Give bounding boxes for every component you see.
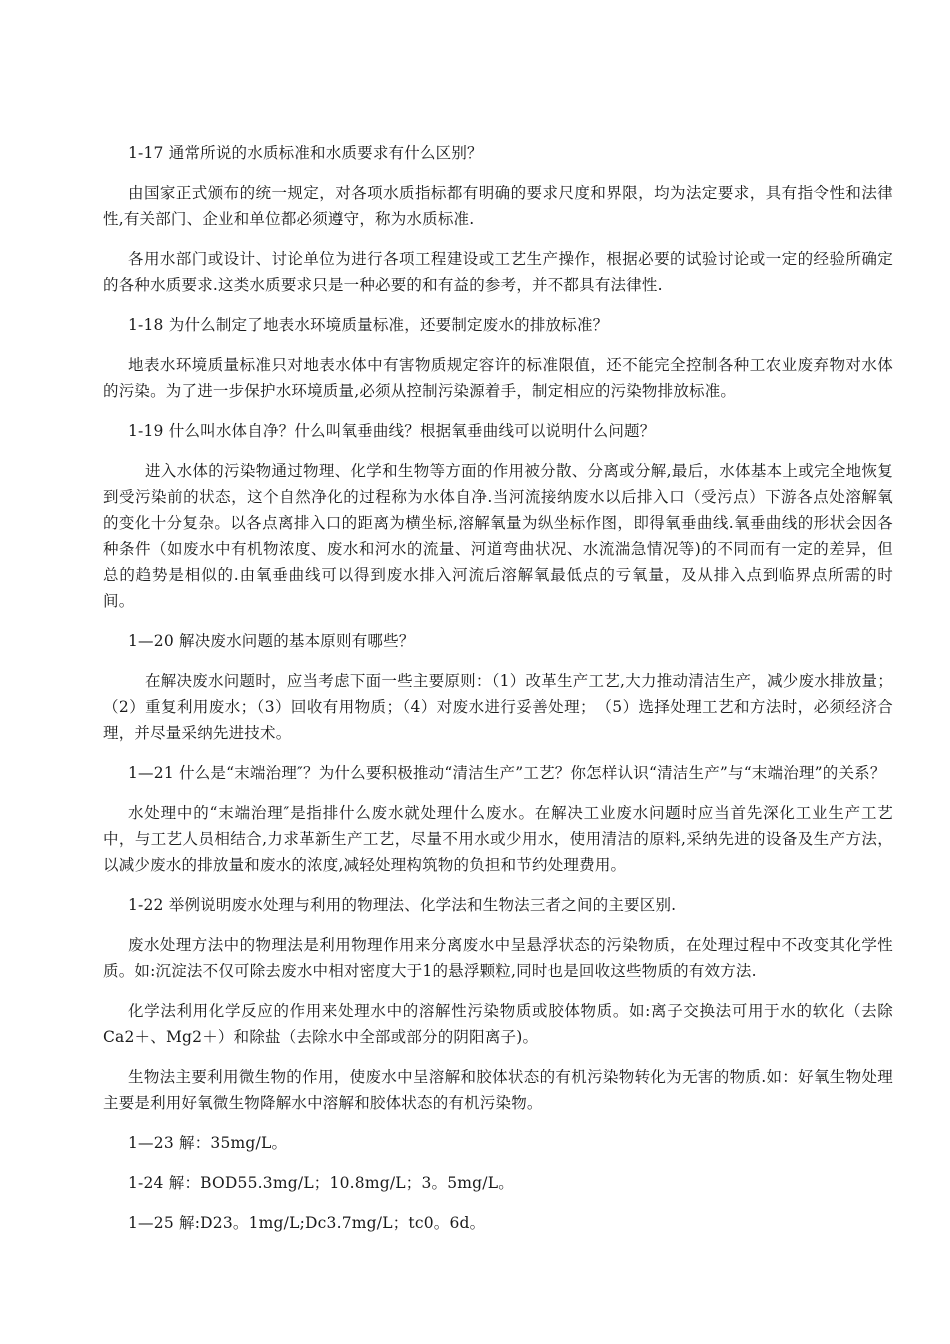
answer-paragraph: 水处理中的“末端治理″是指排什么废水就处理什么废水。在解决工业废水问题时应当首先深化工业生产工艺中，与工艺人员相结合,力求革新生产工艺，尽量不用水或少用水，使用清洁的原料,采纳先进的设备及生产方法，以减少废水的排放量和废水的浓度,减轻处理构筑物的负担和节约处理费用。 [103, 804, 893, 874]
answer-paragraph: 生物法主要利用微生物的作用，使废水中呈溶解和胶体状态的有机污染物转化为无害的物质.如：好氧生物处理主要是利用好氧微生物降解水中溶解和胶体状态的有机污染物。 [103, 1068, 893, 1112]
answer-paragraph: 各用水部门或设计、讨论单位为进行各项工程建设或工艺生产操作，根据必要的试验讨论或一定的经验所确定的各种水质要求.这类水质要求只是一种必要的和有益的参考，并不都具有法律性. [103, 250, 893, 294]
question-1-21: 1—21 什么是“末端治理″？为什么要积极推动“清洁生产”工艺？你怎样认识“清洁生产”与“末端治理”的关系？ [128, 764, 886, 782]
question-1-19: 1-19 什么叫水体自净？什么叫氧垂曲线？根据氧垂曲线可以说明什么问题？ [128, 422, 656, 440]
answer-1-23: 1—23 解：35mg/L。 [128, 1134, 288, 1152]
answer-paragraph: 化学法利用化学反应的作用来处理水中的溶解性污染物质或胶体物质。如:离子交换法可用于水的软化（去除Ca2＋、Mg2＋）和除盐（去除水中全部或部分的阴阳离子)。 [103, 1002, 893, 1046]
document-body [103, 140, 893, 1250]
question-1-17: 1-17 通常所说的水质标准和水质要求有什么区别？ [128, 144, 483, 162]
answer-paragraph: 废水处理方法中的物理法是利用物理作用来分离废水中呈悬浮状态的污染物质，在处理过程中不改变其化学性质。如:沉淀法不仅可除去废水中相对密度大于1的悬浮颗粒,同时也是回收这些物质的有效方法. [103, 936, 893, 980]
answer-1-24: 1-24 解：BOD55.3mg/L；10.8mg/L；3。5mg/L。 [128, 1174, 514, 1192]
answer-paragraph: 地表水环境质量标准只对地表水体中有害物质规定容许的标准限值，还不能完全控制各种工农业废弃物对水体的污染。为了进一步保护水环境质量,必须从控制污染源着手，制定相应的污染物排放标准。 [103, 356, 893, 400]
question-1-22: 1-22 举例说明废水处理与利用的物理法、化学法和生物法三者之间的主要区别. [128, 896, 677, 914]
answer-1-25: 1—25 解:D23。1mg/L;Dc3.7mg/L；tc0。6d。 [128, 1214, 486, 1232]
answer-paragraph: 进入水体的污染物通过物理、化学和生物等方面的作用被分散、分离或分解,最后，水体基本上或完全地恢复到受污染前的状态，这个自然净化的过程称为水体自净.当河流接纳废水以后排入口（受污点）下游各点处溶解氧的变化十分复杂。以各点离排入口的距离为横坐标,溶解氧量为纵坐标作图，即得氧垂曲线.氧垂曲线的形状会因各种条件（如废水中有机物浓度、废水和河水的流量、河道弯曲状况、水流湍急情况等)的不同而有一定的差异，但总的趋势是相似的.由氧垂曲线可以得到废水排入河流后溶解氧最低点的亏氧量，及从排入点到临界点所需的时间。 [103, 462, 893, 610]
question-1-18: 1-18 为什么制定了地表水环境质量标准，还要制定废水的排放标准？ [128, 316, 609, 334]
question-1-20: 1—20 解决废水问题的基本原则有哪些？ [128, 632, 415, 650]
answer-paragraph: 由国家正式颁布的统一规定，对各项水质指标都有明确的要求尺度和界限，均为法定要求，具有指令性和法律性,有关部门、企业和单位都必须遵守，称为水质标准. [103, 184, 893, 228]
answer-paragraph: 在解决废水问题时，应当考虑下面一些主要原则：（1）改革生产工艺,大力推动清洁生产，减少废水排放量；（2）重复利用废水；（3）回收有用物质；（4）对废水进行妥善处理； （5）选择处理工艺和方法时，必须经济合理，并尽量采纳先进技术。 [103, 672, 893, 742]
